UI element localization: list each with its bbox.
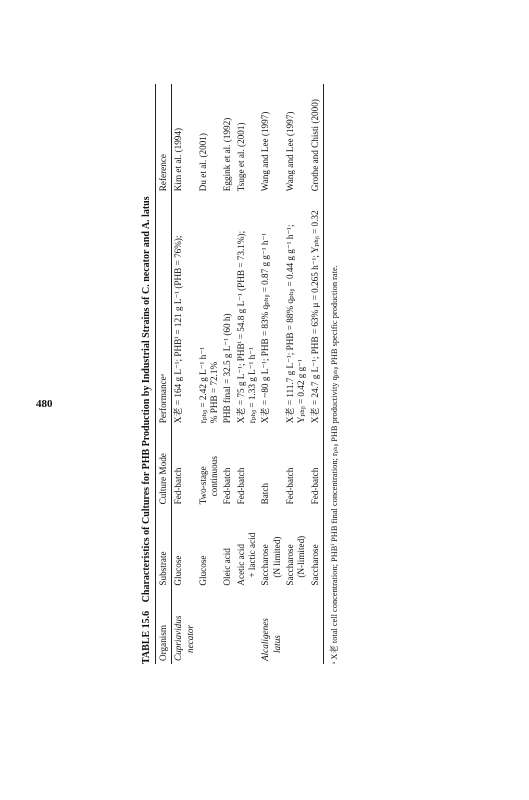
table-row — [197, 84, 222, 664]
performance-table — [155, 84, 324, 664]
cell-culture-mode — [259, 426, 284, 507]
rotated-table-block — [140, 84, 370, 664]
cell-performance-line: X⽼ = 75 g L⁻¹; PHBⁱ = 54.8 g L⁻¹ (PHB = 73.1%); — [235, 230, 246, 424]
header-performance: Performanceᵃ — [156, 194, 172, 426]
table-label: TABLE 15.6 — [141, 610, 152, 664]
cell-performance-line: rₚₕᵦ = 2.42 g L⁻¹ h⁻¹ — [197, 347, 208, 424]
cell-culture-mode-line: Fed-batch — [284, 467, 295, 505]
table-row — [309, 84, 324, 664]
cell-organism — [309, 589, 324, 664]
cell-culture-mode-line: Two-stage — [197, 466, 208, 505]
table-row — [235, 84, 260, 664]
cell-performance — [284, 194, 309, 426]
page-number: 480 — [36, 398, 53, 410]
cell-performance-line: % PHB = 72.1% — [209, 361, 220, 424]
cell-organism — [235, 589, 260, 664]
cell-substrate — [235, 507, 260, 588]
header-organism: Organism — [156, 589, 172, 664]
cell-substrate-line: Saccharose — [260, 544, 271, 586]
table-body — [172, 84, 324, 664]
cell-reference: Wang and Lee (1997) — [260, 111, 271, 192]
cell-substrate-line: Acetic acid — [235, 544, 246, 586]
cell-organism-line: Cupriavidus — [173, 615, 184, 661]
cell-culture-mode — [172, 426, 197, 507]
table-header-row — [156, 84, 172, 664]
cell-substrate — [259, 507, 284, 588]
cell-substrate-line: Glucose — [197, 555, 208, 586]
cell-substrate — [309, 507, 324, 588]
table-row — [259, 84, 284, 664]
header-substrate: Substrate — [156, 507, 172, 588]
cell-performance-line: rₚₕᵦ = 1.33 g L⁻¹ h⁻¹ — [247, 347, 258, 424]
cell-organism — [172, 589, 197, 664]
cell-reference: Tsuge et al. (2001) — [235, 122, 246, 192]
cell-substrate-line: (N limited) — [271, 536, 282, 578]
cell-reference: Grothe and Chisti (2000) — [309, 84, 324, 194]
cell-organism — [284, 589, 309, 664]
cell-organism-line: latus — [271, 635, 282, 653]
cell-substrate — [197, 507, 222, 588]
cell-culture-mode — [235, 426, 260, 507]
cell-organism-line: Alcaligenes — [260, 618, 271, 661]
cell-performance-line: PHB final = 32.5 g L⁻¹ (60 h) — [222, 313, 233, 424]
cell-organism — [259, 589, 284, 664]
cell-substrate-line: Glucose — [173, 555, 184, 586]
cell-performance-line: X⽼ = 164 g L⁻¹; PHBⁱ = 121 g L⁻¹ (PHB = 76%); — [173, 235, 184, 424]
cell-performance — [172, 194, 197, 426]
cell-organism — [221, 589, 234, 664]
cell-substrate-line: (N-limited) — [296, 535, 307, 578]
cell-performance-line: Yₚₕᵦ = 0.42 g g⁻¹ — [296, 359, 307, 424]
cell-culture-mode-line: Fed-batch — [235, 467, 246, 505]
cell-performance — [309, 194, 324, 426]
table-row — [172, 84, 197, 664]
cell-substrate-line: Saccharose — [284, 544, 295, 586]
cell-performance — [259, 194, 284, 426]
cell-culture-mode-line: Batch — [260, 482, 271, 505]
cell-performance — [235, 194, 260, 426]
table-row — [221, 84, 234, 664]
cell-culture-mode-line: Fed-batch — [173, 467, 184, 505]
cell-reference: Kim et al. (1994) — [173, 127, 184, 192]
header-culture-mode: Culture Mode — [156, 426, 172, 507]
table-row — [284, 84, 309, 664]
header-reference: Reference — [156, 84, 172, 194]
cell-organism — [197, 589, 222, 664]
cell-substrate — [172, 507, 197, 588]
table-caption — [140, 84, 153, 664]
cell-culture-mode — [284, 426, 309, 507]
cell-organism-line: necator — [184, 624, 195, 653]
cell-reference: Wang and Lee (1997) — [284, 111, 295, 192]
cell-substrate-line: + lactic acid — [247, 532, 258, 578]
cell-reference: Eggink et al. (1992) — [222, 117, 233, 192]
cell-culture-mode — [197, 426, 222, 507]
cell-culture-mode-line: continuous — [209, 456, 220, 497]
cell-culture-mode — [221, 426, 234, 507]
cell-performance — [197, 194, 222, 426]
cell-culture-mode — [309, 426, 324, 507]
cell-culture-mode-line: Fed-batch — [309, 467, 320, 505]
cell-substrate-line: Oleic acid — [222, 548, 233, 586]
cell-performance-line: X⽼ = 24.7 g L⁻¹; PHB = 63% μ = 0.265 h⁻¹; Yₚₕᵦ = 0.32 — [309, 210, 320, 424]
cell-substrate — [284, 507, 309, 588]
table-title: Characteristics of Cultures for PHB Production by Industrial Strains of C. necator and A. latus — [141, 196, 152, 603]
cell-performance — [221, 194, 234, 426]
cell-substrate-line: Saccharose — [309, 544, 320, 586]
cell-substrate — [221, 507, 234, 588]
cell-performance-line: X⽼ = ~80 g L⁻¹; PHB = 83% qₚₕᵦ = 0.87 g g⁻¹ h⁻¹ — [260, 232, 271, 424]
table-footnote: ᵃ X⽼ total cell concentration; PHBⁱ PHB final concentration; rₚₕᵦ PHB productivity qₚₕᵦ PHB specific production rate. — [329, 265, 339, 664]
cell-reference: Du et al. (2001) — [197, 133, 208, 192]
cell-culture-mode-line: Fed-batch — [222, 467, 233, 505]
cell-performance-line: X⽼ = 111.7 g L⁻¹; PHB = 88% qₚₕᵦ = 0.44 g g⁻¹ h⁻¹; — [284, 224, 295, 424]
